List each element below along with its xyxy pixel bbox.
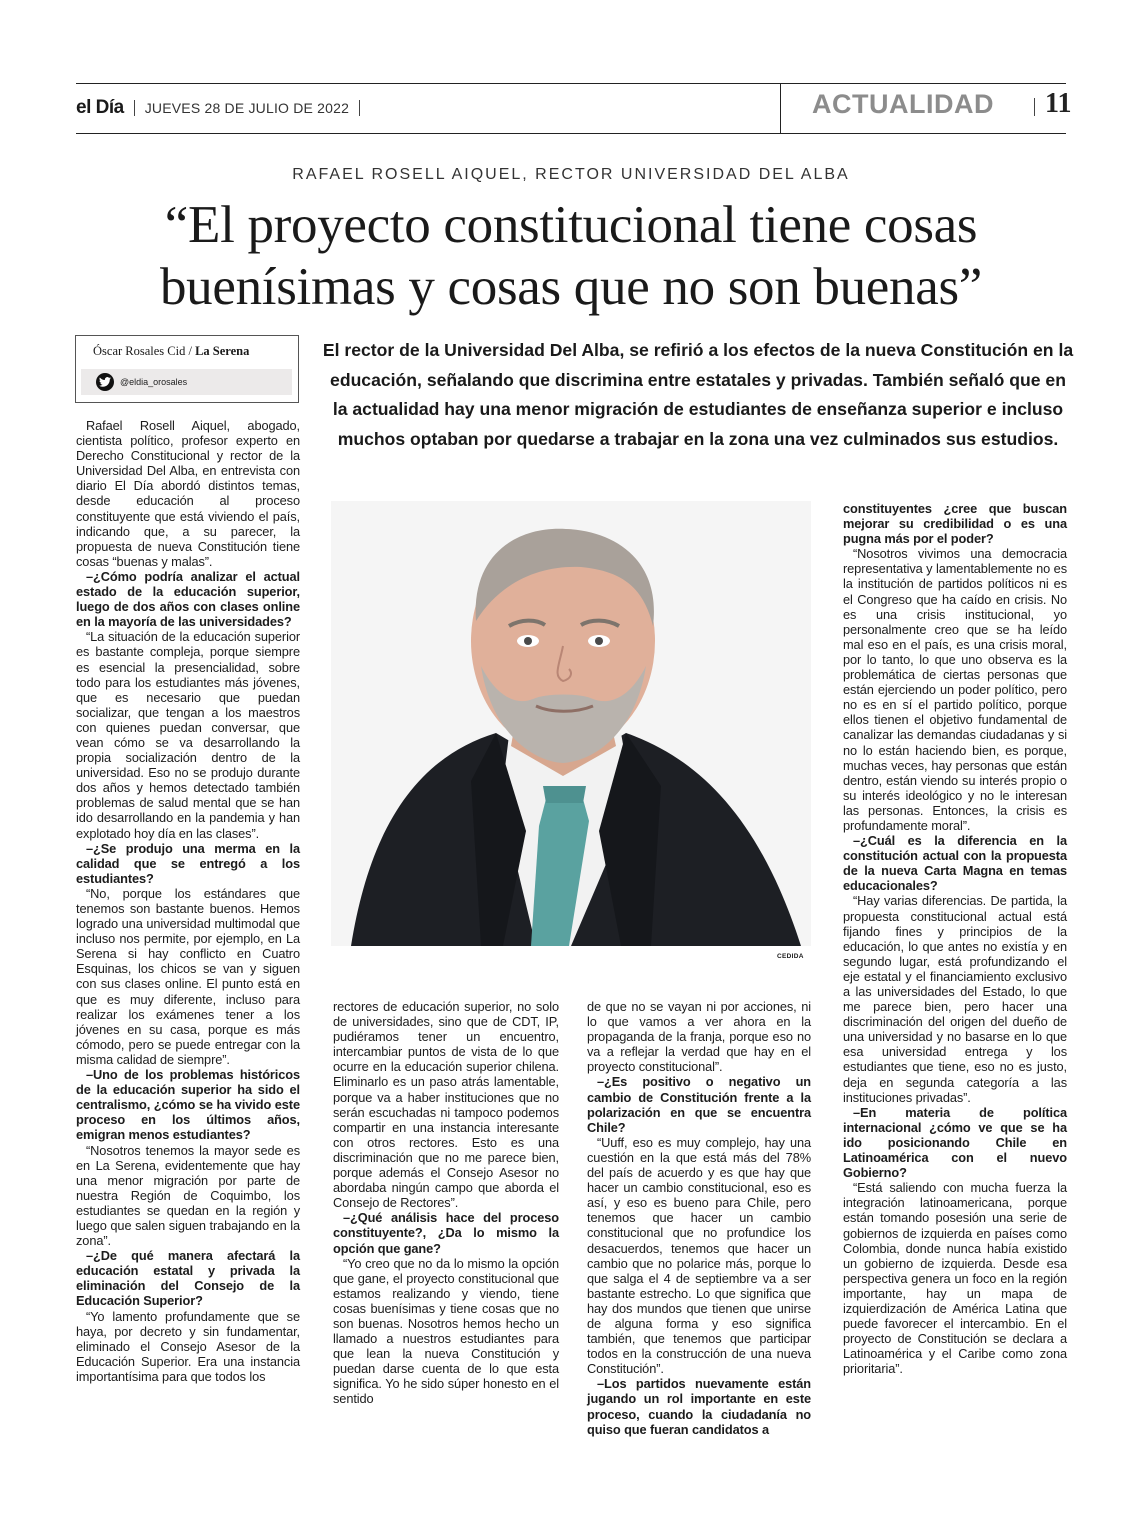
interview-question: –En materia de política internacional ¿cómo ve que se ha ido posicionando Chile en Latinoamérica con el nuevo Gobierno? (843, 1104, 1067, 1181)
article-paragraph: “La situación de la educación superior es bastante compleja, porque siempre es esencial la presencialidad, sobre todo para los estudiantes más jóvenes, que es necesario que puedan socializar, que tengan a los maestros con quienes puedan conversar, que vean cómo se va desarrollando la propia socialización dentro de la universidad. Eso no se produjo durante dos años y hemos detectado también problemas de salud mental que se han ido desarrollando en la pandemia y han explotado hoy día en las clases”. (76, 629, 300, 841)
article-column-1 (76, 418, 300, 1384)
page-number: 11 (1045, 88, 1072, 119)
header-rule-bottom (76, 133, 1066, 134)
interview-question: –¿De qué manera afectará la educación estatal y privada la eliminación del Consejo de la Educación Superior? (76, 1248, 300, 1309)
headline-line-2: buenísimas y cosas que no son buenas” (159, 258, 983, 316)
header-pipe (134, 100, 135, 116)
article-lead: El rector de la Universidad Del Alba, se refirió a los efectos de la nueva Constitución en la educación, señalando que discrimina entre estatales y privadas. También señaló que en la actualidad hay una menor migración de estudiantes de enseñanza superior e incluso muchos optaban por quedarse a trabajar en la zona una vez culminados sus estudios. (322, 340, 1074, 449)
article-paragraph: de que no se vayan ni por acciones, ni lo que vamos a ver ahora en la propaganda de la franja, porque eso no va a reflejar la verdad que hay en el proyecto constitucional”. (587, 999, 811, 1075)
article-kicker: RAFAEL ROSELL AIQUEL, RECTOR UNIVERSIDAD DEL ALBA (292, 166, 850, 183)
header-masthead (76, 96, 370, 120)
header-divider (780, 83, 781, 134)
article-paragraph: Rafael Rosell Aiquel, abogado, cientista político, profesor experto en Derecho Constitucional y rector de la Universidad Del Alba, en entrevista con diario El Día abordó distintos temas, desde educación al proceso constituyente que está viviendo el país, indicando que, a su parecer, la propuesta de nueva Constitución tiene cosas “buenas y malas”. (76, 418, 300, 569)
interview-question: –¿Cuál es la diferencia en la constitución actual con la propuesta de la nueva Carta Magna en temas educacionales? (843, 833, 1067, 894)
author-location: La Serena (195, 344, 250, 358)
section-name: ACTUALIDAD (812, 89, 994, 119)
twitter-handle-bar (81, 369, 292, 395)
byline-author-line: Óscar Rosales Cid / La Serena (93, 344, 250, 358)
article-paragraph: “Está saliendo con mucha fuerza la integración latinoamericana, porque están tomando posesión una serie de gobiernos de izquierda en países como Colombia, donde nunca había existido un gobierno de izquierda. Desde esa perspectiva genera un foco en la región importante, hay un mapa de izquierdización de América Latina que puede favorecer el intercambio. En el proyecto de Constitución se declara a Latinoamérica y el Caribe como zona prioritaria”. (843, 1180, 1067, 1377)
header-rule-top (76, 83, 1066, 84)
interview-question: –¿Es positivo o negativo un cambio de Constitución frente a la polarización en que se encuentra Chile? (587, 1074, 811, 1135)
article-column-2 (333, 999, 559, 1407)
interview-question: –¿Se produjo una merma en la calidad que se entregó a los estudiantes? (76, 840, 300, 886)
interview-question: –¿Qué análisis hace del proceso constituyente?, ¿Da lo mismo la opción que gane? (333, 1210, 559, 1256)
portrait-photo (331, 501, 811, 946)
header-pipe (359, 100, 360, 116)
article-column-3 (587, 999, 811, 1437)
article-paragraph: “Yo lamento profundamente que se haya, por decreto y sin fundamentar, eliminado el Consejo Asesor de la Educación Superior. Era una instancia importantísima para que todos los (76, 1308, 300, 1384)
byline-box (75, 335, 299, 403)
interview-question: constituyentes ¿cree que buscan mejorar su credibilidad o es una pugna más por el poder? (843, 501, 1067, 547)
article-paragraph: “Uuff, eso es muy complejo, hay una cuestión en la que está más del 78% del país de acuerdo y es que hay que hacer un cambio constitucional, eso es así, y eso es bueno para Chile, pero tenemos que hacer un cambio constitucional que no profundice los desacuerdos, tenemos que hacer un cambio que no polarice más, porque lo que salga el 4 de septiembre va a ser bastante estrecho. Lo que significa que hay dos mundos que tienen que unirse de alguna forma y eso significa también, que tenemos que participar todos en la construcción de una nueva Constitución”. (587, 1134, 811, 1377)
headline-line-1: “El proyecto constitucional tiene cosas (164, 196, 978, 254)
article-paragraph: “Nosotros vivimos una democracia representativa y lamentablemente no es la institución de partidos políticos ni es el Congreso que ha caído en crisis. No es una crisis institucional, yo personalmente creo que se ha leído mal eso en el país, es una crisis moral, por lo tanto, lo que uno observa es la problemática de ciertas personas que están ejerciendo un poder político, pero no es en sí el partido político, porque ellos tienen el objetivo fundamental de canalizar las demandas ciudadanas y si no lo están haciendo bien, es porque, muchas veces, hay personas que están dentro, están viendo su interés propio o su interés ideológico y no le interesan las personas. Entonces, la crisis es profundamente moral”. (843, 546, 1067, 833)
page-number-pipe (1034, 98, 1035, 116)
twitter-handle: @eldia_orosales (120, 377, 188, 387)
article-paragraph: “No, porque los estándares que tenemos son bastante buenos. Hemos logrado una universidad multimodal que incluso nos permite, por ejemplo, en La Serena si hay conflicto en Cuatro Esquinas, los chicos se van y siguen con sus clases online. El punto está en que es muy diferente, incluso para realizar los exámenes tener a los jóvenes en su casa, porque es más cómodo, pero se puede entregar con la misma calidad de siempre”. (76, 885, 300, 1067)
photo-credit: CEDIDA (777, 953, 804, 960)
article-column-4 (843, 501, 1067, 1376)
interview-question: –Los partidos nuevamente están jugando un rol importante en este proceso, cuando la ciudadanía no quiso que fueran candidatos a (587, 1376, 811, 1437)
interview-question: –Uno de los problemas históricos de la educación superior ha sido el centralismo, ¿cómo se ha vivido este proceso en los últimos años, emigran menos estudiantes? (76, 1067, 300, 1143)
article-paragraph: “Yo creo que no da lo mismo la opción que gane, el proyecto constitucional que estamos realizando y viendo, tiene cosas buenísimas y tiene cosas que no son buenas. Nosotros hemos hecho un llamado a nuestros estudiantes para que lean la nueva Constitución y puedan darse cuenta de lo que esta significa. Yo he sido súper honesto en el sentido (333, 1255, 559, 1407)
issue-date: JUEVES 28 DE JULIO DE 2022 (144, 100, 350, 116)
article-paragraph: “Hay varias diferencias. De partida, la propuesta constitucional actual está fijando fines y principios de la educación, lo que antes no existía y en segundo lugar, está profundizando el eje estatal y el financiamiento exclusivo a las universidades del Estado, lo que me parece bien, pero hacer una discriminación del origen del dueño de una universidad y no basarse en lo que esa universidad entrega y los estudiantes que tiene, eso no es justo, deja en segunda categoría a las instituciones privadas”. (843, 893, 1067, 1105)
author-name: Óscar Rosales Cid (93, 344, 186, 358)
newspaper-brand: el Día (76, 97, 124, 118)
article-paragraph: “Nosotros tenemos la mayor sede es en La Serena, evidentemente que hay una menor migración por parte de nuestra Región de Coquimbo, los estudiantes se quedan en la región y luego que salen siguen trabajando en la zona”. (76, 1142, 300, 1249)
interview-question: –¿Cómo podría analizar el actual estado de la educación superior, luego de dos años con clases online en la mayoría de las universidades? (76, 568, 300, 630)
article-paragraph: rectores de educación superior, no solo de universidades, sino que de CDT, IP, pudiéramos tener un encuentro, intercambiar puntos de vista de lo que ocurre en la educación superior chilena. Eliminarlo es un paso atrás lamentable, porque va a haber instituciones que no serán escuchadas ni tampoco podemos compartir en una instancia interesante con otros rectores. Esto es una discriminación que no me parece bien, porque además el Consejo Asesor no abordaba ningún campo que aborda el Consejo de Rectores”. (333, 999, 559, 1211)
twitter-bird-icon (96, 373, 114, 391)
article-headline (60, 194, 1082, 318)
